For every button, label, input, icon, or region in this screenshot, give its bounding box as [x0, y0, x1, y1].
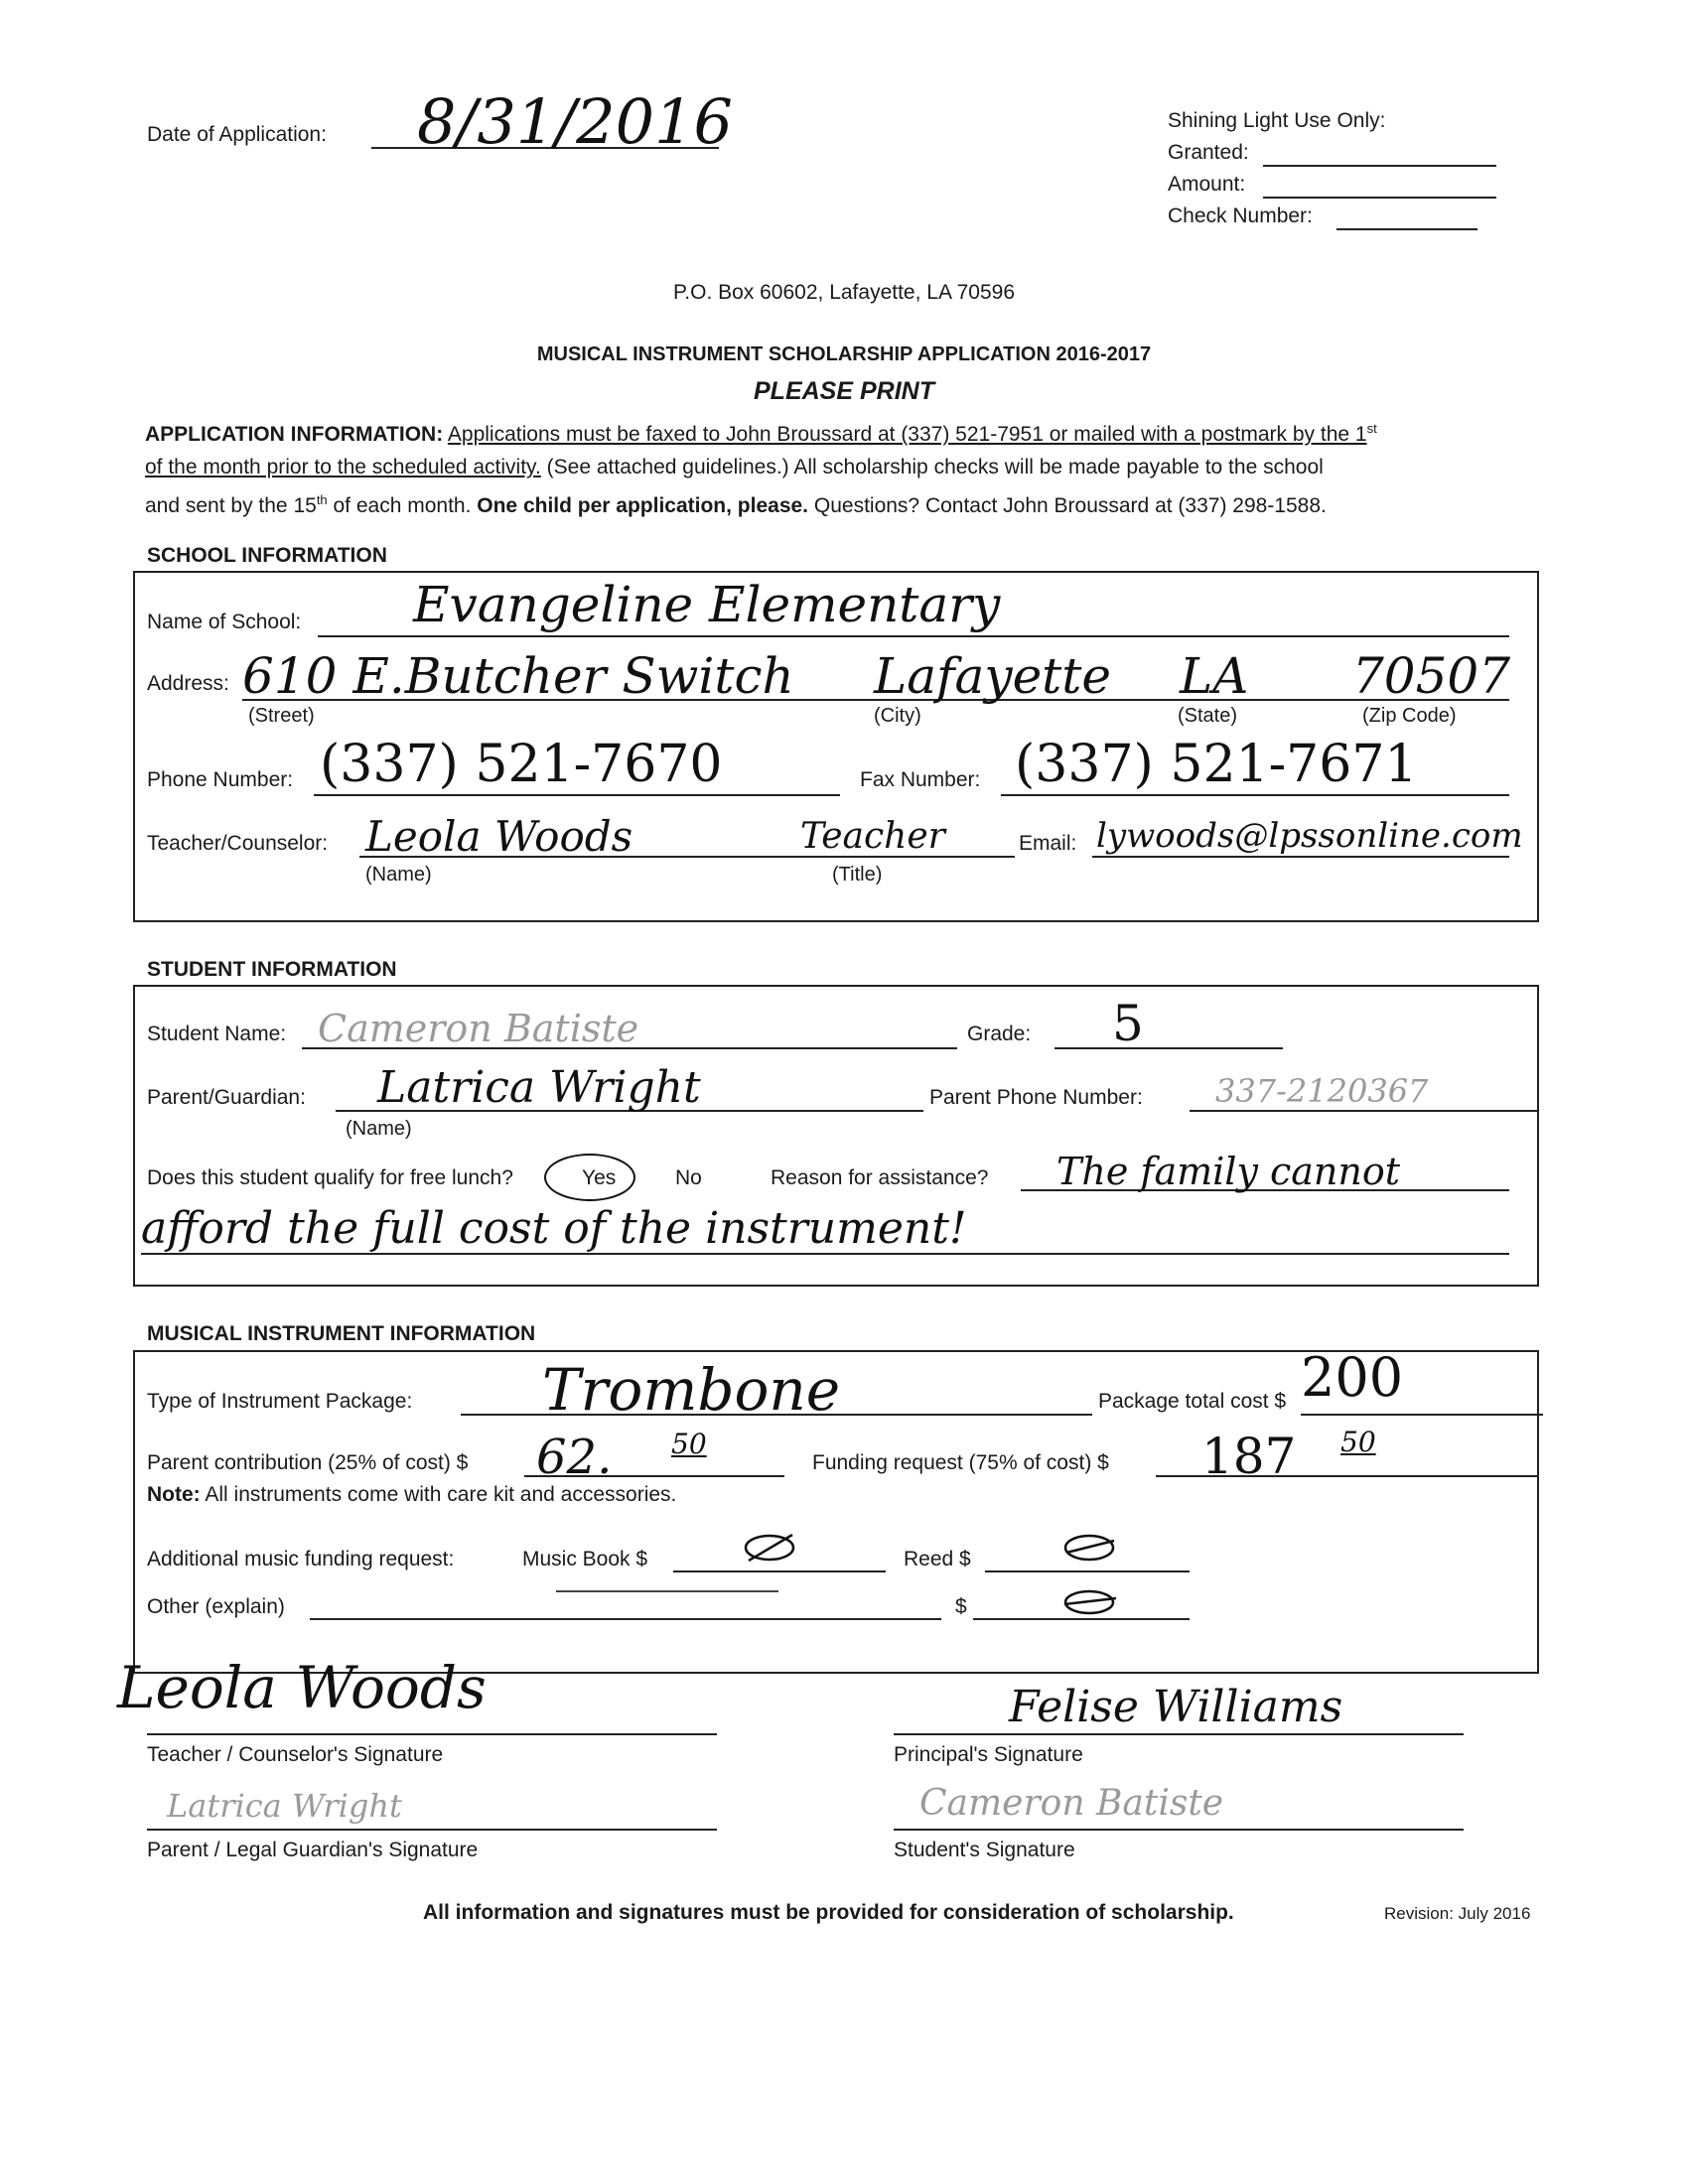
- school-name-label: Name of School:: [147, 611, 302, 633]
- submission-deadline-text: Applications must be faxed to John Broussard at (337) 521-7951 or mailed with a postmark by the 1: [447, 423, 1367, 446]
- package-total-label: Package total cost $: [1098, 1390, 1287, 1413]
- funding-request-cents: 50: [1340, 1426, 1376, 1458]
- free-lunch-no[interactable]: No: [675, 1166, 702, 1189]
- address-label: Address:: [147, 672, 229, 695]
- reason-label: Reason for assistance?: [771, 1166, 989, 1189]
- teacher-title-value: Teacher: [800, 816, 945, 857]
- music-book-extra-stroke: [556, 1590, 778, 1592]
- parent-contribution-cents: 50: [671, 1428, 707, 1460]
- student-signature-line[interactable]: [894, 1829, 1464, 1831]
- student-signature-caption: Student's Signature: [894, 1839, 1075, 1861]
- city-caption: (City): [874, 705, 921, 727]
- reason-value-line2: afford the full cost of the instrument!: [141, 1203, 967, 1254]
- teacher-name-caption: (Name): [365, 864, 432, 886]
- reed-label: Reed $: [904, 1548, 971, 1570]
- reed-none-mark: [1058, 1531, 1120, 1563]
- email-line[interactable]: [1092, 856, 1509, 858]
- phone-value: (337) 521-7670: [320, 735, 723, 794]
- package-total-value: 200: [1301, 1346, 1404, 1409]
- school-name-value: Evangeline Elementary: [413, 576, 1001, 633]
- parent-signature-line[interactable]: [147, 1829, 717, 1831]
- amount-label: Amount:: [1168, 173, 1246, 196]
- fifteenth-superscript: th: [316, 492, 328, 507]
- accessories-note: [147, 1483, 676, 1507]
- other-explain-label: Other (explain): [147, 1595, 285, 1618]
- teacher-name-value: Leola Woods: [365, 812, 633, 861]
- first-superscript: st: [1366, 421, 1377, 436]
- music-book-label: Music Book $: [522, 1548, 648, 1570]
- instrument-type-value: Trombone: [542, 1356, 841, 1424]
- state-caption: (State): [1178, 705, 1238, 727]
- email-value: lywoods@lpssonline.com: [1096, 816, 1523, 856]
- grade-label: Grade:: [967, 1023, 1032, 1045]
- mailing-address: P.O. Box 60602, Lafayette, LA 70596: [672, 281, 1016, 304]
- other-dollar-sign: $: [955, 1595, 967, 1618]
- student-name-label: Student Name:: [147, 1023, 287, 1045]
- check-number-label: Check Number:: [1168, 205, 1313, 227]
- parent-phone-label: Parent Phone Number:: [929, 1086, 1143, 1109]
- date-of-application-value: 8/31/2016: [417, 85, 733, 158]
- instrument-type-label: Type of Instrument Package:: [147, 1390, 413, 1413]
- application-instructions: [145, 412, 1555, 522]
- check-number-line[interactable]: [1336, 228, 1477, 230]
- state-value: LA: [1180, 647, 1249, 705]
- instrument-section-title: MUSICAL INSTRUMENT INFORMATION: [147, 1322, 536, 1345]
- street-caption: (Street): [248, 705, 315, 727]
- date-of-application-label: Date of Application:: [147, 123, 327, 146]
- other-amount-line[interactable]: [973, 1618, 1190, 1620]
- grade-line[interactable]: [1055, 1047, 1283, 1049]
- phone-line[interactable]: [314, 794, 840, 796]
- fax-value: (337) 521-7671: [1015, 735, 1418, 794]
- parent-signature-caption: Parent / Legal Guardian's Signature: [147, 1839, 479, 1861]
- other-none-mark: [1058, 1586, 1120, 1618]
- note-label: Note:: [147, 1483, 201, 1506]
- fax-label: Fax Number:: [860, 768, 981, 791]
- student-signature: Cameron Batiste: [919, 1783, 1224, 1824]
- parent-phone-value: 337-2120367: [1215, 1072, 1429, 1110]
- teacher-signature-caption: Teacher / Counselor's Signature: [147, 1743, 444, 1766]
- one-child-text: One child per application, please.: [477, 494, 809, 517]
- street-value: 610 E.Butcher Switch: [242, 647, 794, 705]
- parent-guardian-value: Latrica Wright: [377, 1062, 701, 1113]
- principal-signature: Felise Williams: [1009, 1682, 1343, 1732]
- office-use-title: Shining Light Use Only:: [1168, 109, 1386, 132]
- package-total-line[interactable]: [1301, 1414, 1543, 1416]
- application-info-label: APPLICATION INFORMATION:: [145, 423, 444, 446]
- other-explain-line[interactable]: [310, 1618, 941, 1620]
- parent-phone-line[interactable]: [1190, 1110, 1539, 1112]
- grade-value: 5: [1112, 995, 1144, 1052]
- revision-date: Revision: July 2016: [1384, 1904, 1531, 1923]
- parent-contribution-label: Parent contribution (25% of cost) $: [147, 1451, 469, 1474]
- signature-requirement-notice: All information and signatures must be provided for consideration of scholarship.: [423, 1901, 1234, 1924]
- teacher-signature-line[interactable]: [147, 1733, 717, 1735]
- zip-value: 70507: [1352, 647, 1511, 705]
- funding-request-value: 187: [1201, 1428, 1297, 1485]
- fax-line[interactable]: [1001, 794, 1509, 796]
- additional-funding-label: Additional music funding request:: [147, 1548, 455, 1570]
- email-label: Email:: [1019, 832, 1077, 855]
- student-name-value: Cameron Batiste: [318, 1007, 639, 1050]
- parent-guardian-label: Parent/Guardian:: [147, 1086, 306, 1109]
- note-text: All instruments come with care kit and accessories.: [205, 1483, 677, 1506]
- city-value: Lafayette: [874, 647, 1111, 705]
- yes-selection-circle: [544, 1154, 635, 1201]
- reason-value-line1: The family cannot: [1056, 1150, 1401, 1193]
- teacher-counselor-label: Teacher/Counselor:: [147, 832, 329, 855]
- teacher-signature: Leola Woods: [117, 1654, 487, 1721]
- payment-text-cont: of each month.: [333, 494, 472, 517]
- reed-line[interactable]: [985, 1570, 1190, 1572]
- zip-caption: (Zip Code): [1362, 705, 1457, 727]
- teacher-title-caption: (Title): [832, 864, 883, 886]
- parent-contribution-value: 62.: [536, 1430, 613, 1485]
- application-title: MUSICAL INSTRUMENT SCHOLARSHIP APPLICATION 2016-2017: [536, 343, 1152, 365]
- parent-signature: Latrica Wright: [167, 1787, 402, 1825]
- questions-text: Questions? Contact John Broussard at (337) 298-1588.: [813, 494, 1327, 517]
- phone-label: Phone Number:: [147, 768, 294, 791]
- music-book-line[interactable]: [673, 1570, 886, 1572]
- school-name-line[interactable]: [318, 635, 1509, 637]
- student-section-title: STUDENT INFORMATION: [147, 958, 397, 981]
- deadline-continuation-text: of the month prior to the scheduled activity.: [145, 456, 541, 478]
- principal-signature-caption: Principal's Signature: [894, 1743, 1083, 1766]
- granted-label: Granted:: [1168, 141, 1249, 164]
- granted-line[interactable]: [1263, 165, 1496, 167]
- free-lunch-yes[interactable]: Yes: [582, 1166, 617, 1189]
- payment-text: and sent by the 15: [145, 494, 317, 517]
- free-lunch-question: Does this student qualify for free lunch?: [147, 1166, 513, 1189]
- music-book-none-mark: [739, 1531, 800, 1563]
- principal-signature-line[interactable]: [894, 1733, 1464, 1735]
- funding-request-label: Funding request (75% of cost) $: [812, 1451, 1109, 1474]
- school-section-title: SCHOOL INFORMATION: [147, 544, 387, 567]
- please-print: PLEASE PRINT: [754, 377, 934, 405]
- amount-line[interactable]: [1263, 197, 1496, 199]
- parent-name-caption: (Name): [346, 1118, 412, 1140]
- guidelines-text: (See attached guidelines.) All scholarship checks will be made payable to the school: [546, 456, 1324, 478]
